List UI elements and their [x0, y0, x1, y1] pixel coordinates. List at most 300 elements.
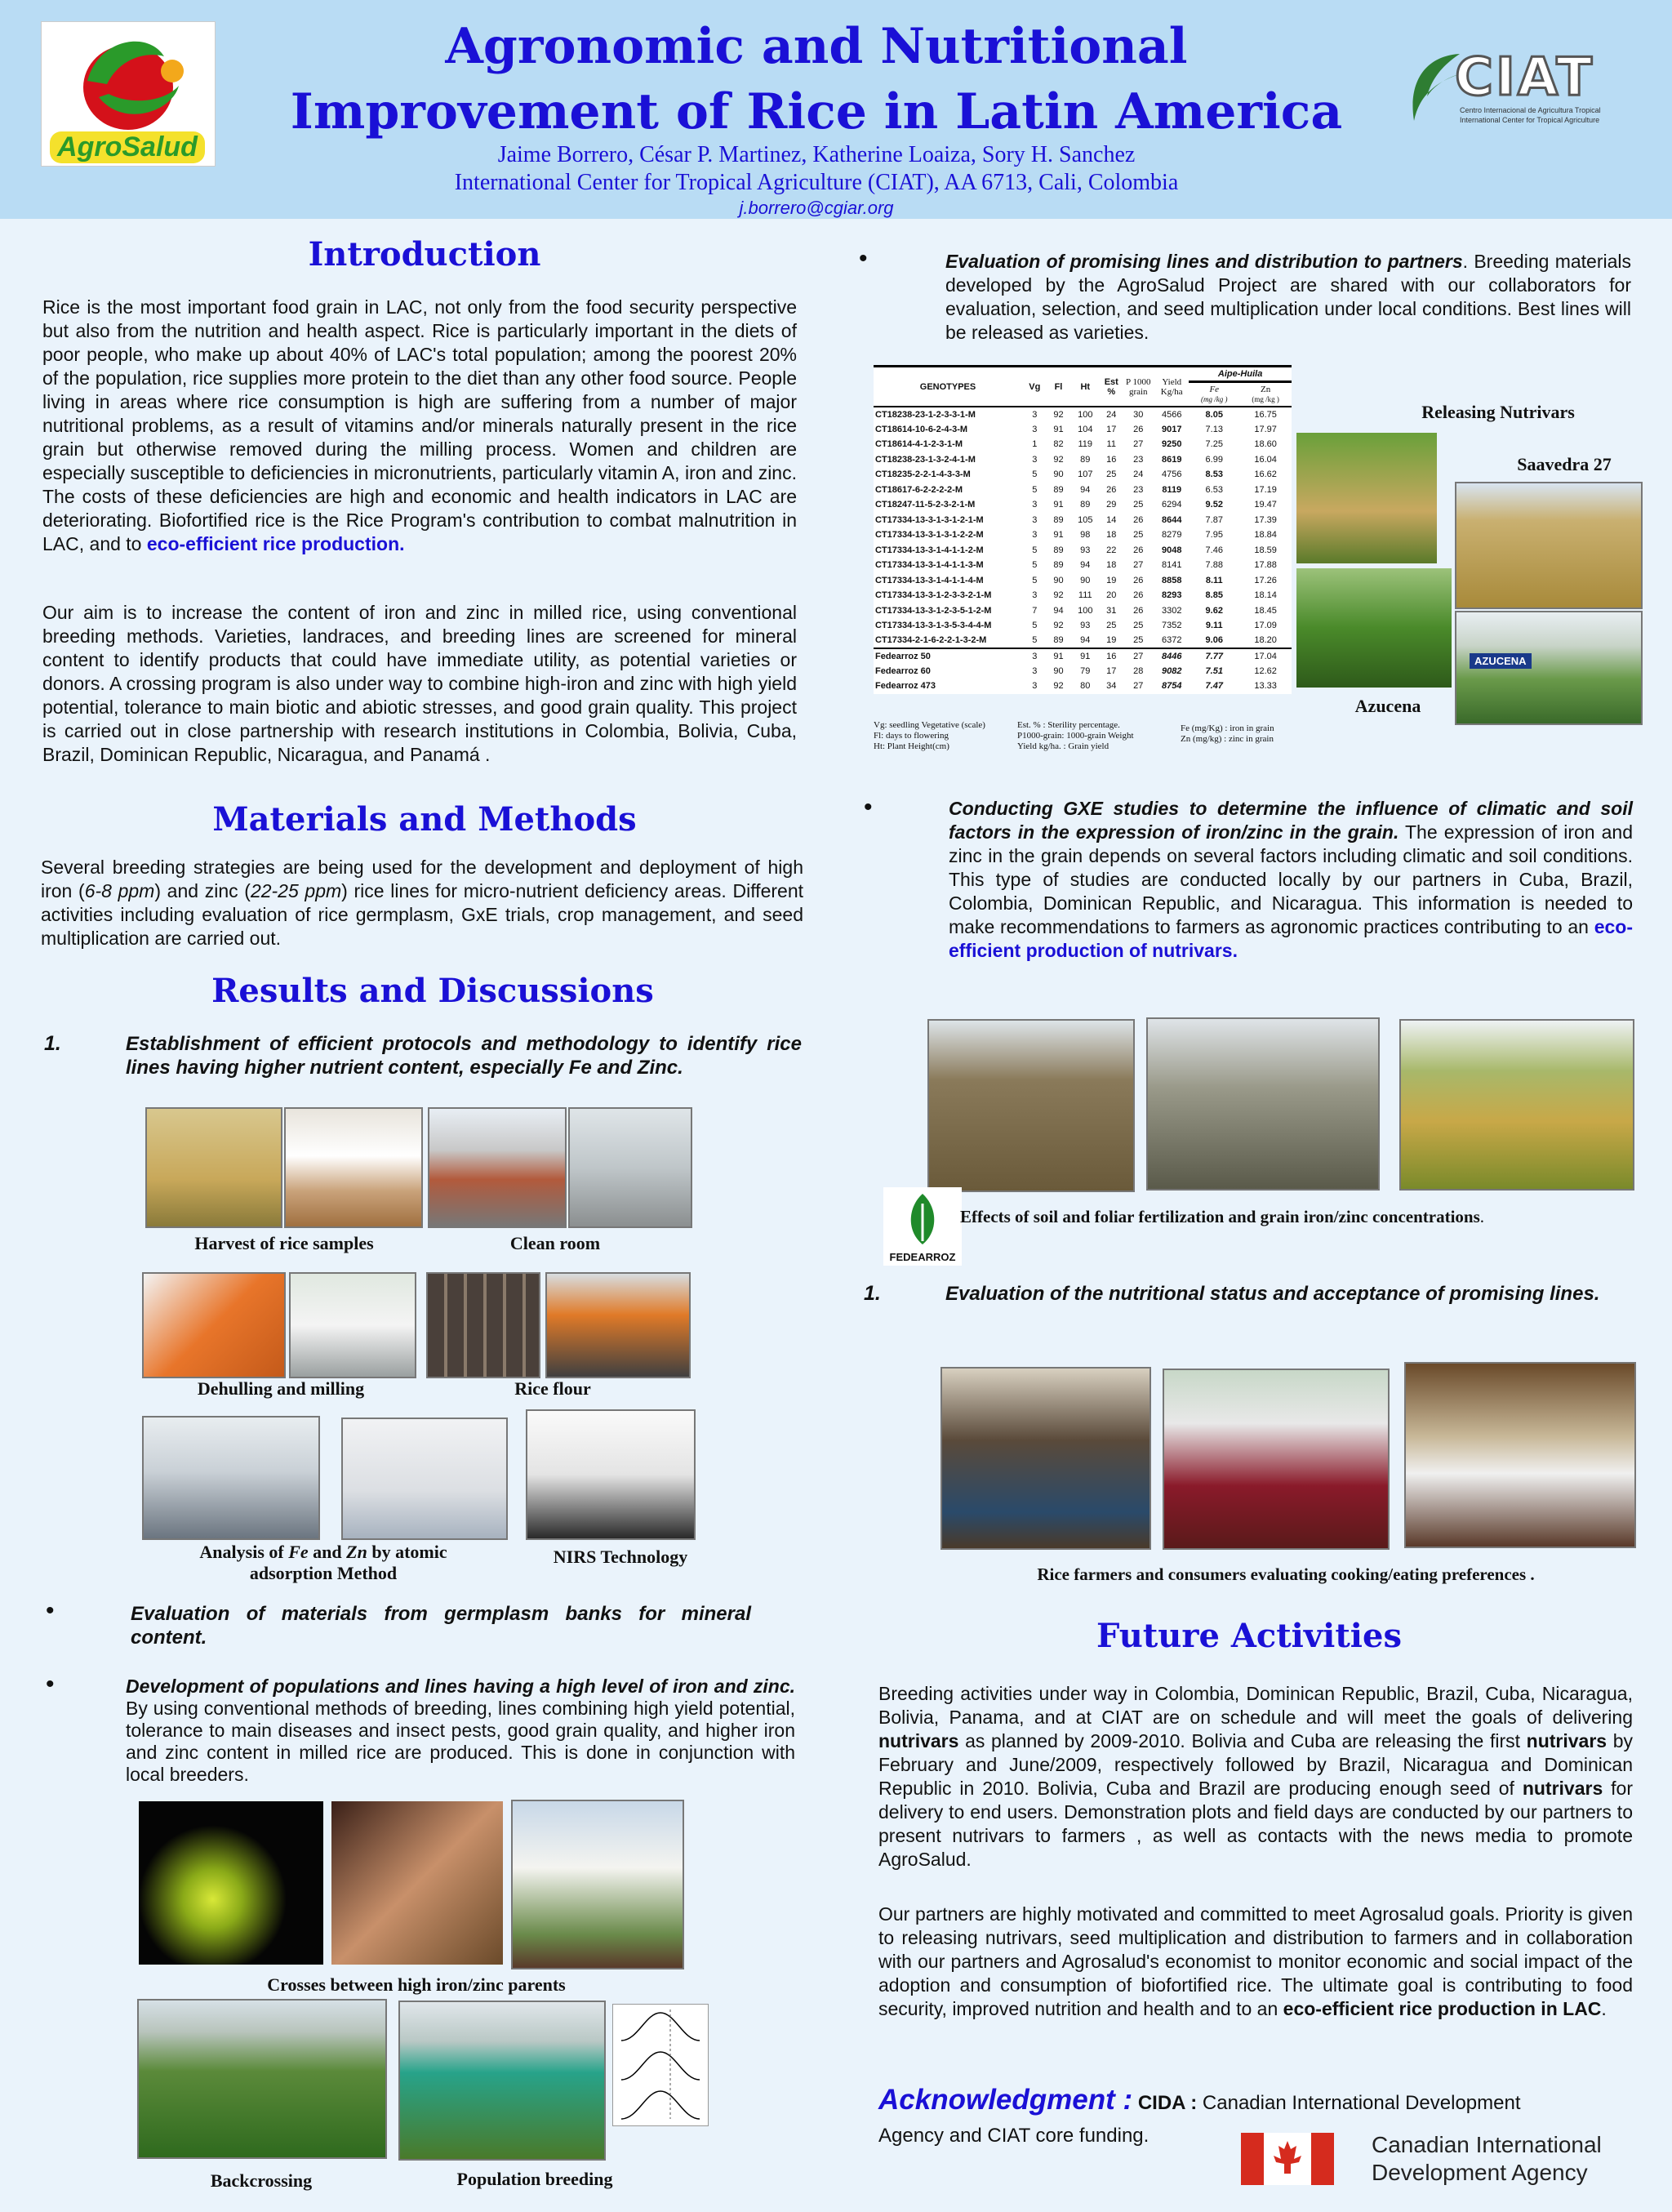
table-cell: 17 [1106, 424, 1117, 434]
table-cell: 3 [1032, 665, 1038, 676]
table-cell: 94 [1080, 484, 1091, 495]
table-cell: 17.97 [1254, 424, 1277, 434]
caption-fertilization-period: . [1479, 1207, 1485, 1226]
table-row [874, 527, 1292, 543]
future-nutrivars-1: nutrivars [878, 1730, 959, 1751]
caption-rice-flour: Rice flour [514, 1378, 591, 1399]
table-cell: 105 [1078, 514, 1093, 525]
future-nutrivars-3: nutrivars [1522, 1778, 1603, 1799]
evaluation-title: Evaluation of promising lines and distribution to partners [945, 251, 1463, 272]
table-cell: 26 [1133, 424, 1144, 434]
caption-fertilization-text: Effects of soil and foliar fertilization and grain iron/zinc concentrations [960, 1207, 1480, 1226]
table-cell: 22 [1106, 545, 1117, 555]
gxe-paragraph [949, 797, 1633, 963]
caption-dehulling: Dehulling and milling [197, 1378, 365, 1399]
table-cell: 18.84 [1254, 530, 1277, 541]
photo-population-breeding [398, 2001, 606, 2161]
table-cell: 26 [1106, 484, 1117, 495]
th-ht: Ht [1069, 367, 1101, 407]
caption-azucena: Azucena [1354, 696, 1421, 716]
methods-text-b: ) and zinc ( [154, 880, 251, 901]
acknowledgment-text-1: Canadian International Development [1197, 2092, 1521, 2114]
caption-analysis-and: and [313, 1542, 342, 1562]
table-row [874, 543, 1292, 559]
photo-saavedra-field [1455, 482, 1643, 609]
photo-fertilization-field-3 [1399, 1019, 1634, 1191]
cida-agency-name [1372, 2131, 1602, 2187]
caption-clean-room: Clean room [509, 1233, 601, 1253]
acknowledgment-cida: CIDA : [1137, 2092, 1198, 2114]
table-cell: 23 [1133, 484, 1144, 495]
th-zn [1239, 382, 1292, 407]
th-p1000: P 1000 grain [1122, 367, 1154, 407]
table-cell: 3 [1032, 514, 1038, 525]
table-cell: 25 [1133, 635, 1144, 646]
results-item1-text: Establishment of efficient protocols and methodology to identify rice lines having higher nutrient content, especially Fe and Zinc. [126, 1033, 802, 1079]
photo-rice-flour-device [545, 1272, 691, 1378]
nutritional-item-number: 1. [864, 1282, 881, 1305]
table-cell: 9048 [1162, 545, 1182, 555]
ciat-logo [1403, 47, 1621, 129]
table-cell: 26 [1133, 590, 1144, 601]
acknowledgment-text-2: Agency and CIAT core funding. [878, 2125, 1150, 2147]
caption-analysis-c: adsorption Method [249, 1563, 398, 1583]
genotype-cell: CT17334-13-3-1-2-3-3-2-1-M [875, 590, 992, 601]
table-cell: 100 [1078, 605, 1093, 616]
intro-p1-highlight: eco-efficient rice production. [146, 533, 405, 554]
nutritional-item-text: Evaluation of the nutritional status and acceptance of promising lines. [945, 1283, 1600, 1305]
cida-agency-line1: Canadian International [1372, 2132, 1602, 2157]
ciat-logo-sub1: Centro Internacional de Agricultura Tropical [1460, 106, 1601, 114]
table-row [874, 603, 1292, 619]
development-text: By using conventional methods of breeding, lines combining high yield potential, tolerance to main diseases and insect pests, good grain quality, and higher iron and zinc content in milled rice are produced. This is done in conjunction with local breeders. [126, 1698, 795, 1785]
table-cell: 8644 [1162, 514, 1182, 525]
ciat-logo-sub2: International Center for Tropical Agriculture [1460, 116, 1600, 124]
table-cell: 26 [1133, 514, 1144, 525]
methods-paragraph [41, 856, 803, 950]
table-cell: 5 [1032, 470, 1038, 480]
bullet-development: • [46, 1671, 55, 1698]
genotype-cell: CT17334-13-3-1-3-1-2-1-M [875, 514, 984, 525]
table-cell: 8858 [1162, 575, 1182, 585]
table-cell: 13.33 [1254, 681, 1277, 692]
table-row [874, 573, 1292, 589]
results-item1-number: 1. [44, 1032, 61, 1055]
table-cell: 92 [1053, 590, 1064, 601]
photo-backcrossing [137, 1999, 387, 2159]
table-legend-col1 [874, 720, 1004, 752]
table-cell: 6.53 [1205, 484, 1223, 495]
table-cell: 25 [1106, 621, 1117, 631]
table-cell: 18 [1106, 530, 1117, 541]
table-cell: 90 [1053, 575, 1064, 585]
table-cell: 27 [1133, 681, 1144, 692]
photo-fertilization-field-2 [1146, 1017, 1380, 1191]
table-cell: 107 [1078, 470, 1093, 480]
genotype-cell: CT18238-23-1-2-3-3-1-M [875, 409, 976, 420]
table-cell: 7.46 [1205, 545, 1223, 555]
table-cell: 7.88 [1205, 560, 1223, 571]
table-cell: 16 [1101, 648, 1122, 664]
contact-email[interactable]: j.borrero@cgiar.org [739, 198, 894, 218]
table-cell: 29 [1106, 500, 1117, 510]
gxe-highlight: eco-efficient production of nutrivars. [949, 916, 1633, 961]
table-cell: 18.45 [1254, 605, 1277, 616]
table-cell: 7.25 [1205, 439, 1223, 450]
future-heading: Future Activities [1096, 1617, 1402, 1655]
table-row [874, 467, 1292, 483]
methods-heading: Materials and Methods [212, 800, 637, 839]
genotype-cell: CT18617-6-2-2-2-2-M [875, 484, 963, 495]
table-row [874, 497, 1292, 513]
genotype-cell: CT18238-23-1-3-2-4-1-M [875, 454, 976, 465]
th-fe-label: Fe [1209, 385, 1220, 394]
introduction-paragraph-2: Our aim is to increase the content of iron and zinc in milled rice, using conventional breeding methods. Varieties, landraces, and breeding lines are screened for mineral content to identify products that could have immediate utility, as potential varieties or donors. A crossing program is also under way to combine high-iron and zinc with high yield potential, tolerance to main biotic and abiotic stresses, and good grain quality. This project is carried out in close partnership with research institutions in Colombia, Bolivia, Cuba, Brazil, Dominican Republic, Nicaragua, and Panamá . [42, 602, 797, 765]
table-cell: 92 [1053, 409, 1064, 420]
table-cell: 24 [1106, 409, 1117, 420]
table-cell: 1 [1032, 439, 1038, 450]
table-cell: 8119 [1162, 484, 1182, 495]
table-cell: 91 [1069, 648, 1101, 664]
table-cell: 91 [1047, 648, 1070, 664]
genotype-cell: CT17334-13-3-1-4-1-1-3-M [875, 560, 984, 571]
table-legend-col2 [1017, 720, 1172, 752]
legend-fe: Fe (mg/Kg) : iron in grain [1181, 723, 1274, 733]
table-row [874, 618, 1292, 634]
table-cell: 8446 [1154, 648, 1189, 664]
table-cell: 19 [1106, 575, 1117, 585]
table-cell: 18.59 [1254, 545, 1277, 555]
gxe-text: The expression of iron and zinc in the grain depends on several factors including climatic and soil conditions. This type of studies are conducted locally by our partners in Cuba, Brazil, Colombia, Dominican Republic, and Nicaragua. This information is needed to make recommendations to farmers as agronomic practices contributing to an [949, 821, 1633, 937]
table-cell: 6294 [1162, 500, 1182, 510]
caption-crosses: Crosses between high iron/zinc parents [267, 1974, 566, 1995]
legend-zn: Zn (mg/kg) : zinc in grain [1181, 734, 1274, 744]
table-row [874, 437, 1292, 452]
table-cell: 94 [1053, 605, 1064, 616]
table-cell: 3 [1022, 648, 1047, 664]
table-cell: 8141 [1162, 560, 1182, 571]
table-cell: 18 [1106, 560, 1117, 571]
future-p1-b: as planned by 2009-2010. Bolivia and Cuba are releasing the first [958, 1730, 1527, 1751]
table-cell: 93 [1080, 621, 1091, 631]
table-cell: 5 [1032, 621, 1038, 631]
photo-cross-hand [331, 1801, 503, 1965]
photo-nutrivar-panicles [1296, 433, 1437, 563]
genotype-cell: CT18247-11-5-2-3-2-1-M [875, 500, 976, 510]
evaluation-text: . Breeding materials developed by the AgroSalud Project are shared with our collaborators for evaluation, selection, and seed multiplication under local conditions. Best lines will be released as varieties. [945, 251, 1631, 343]
table-cell: 8754 [1162, 681, 1182, 692]
table-cell: 89 [1080, 454, 1091, 465]
table-cell: 14 [1106, 514, 1117, 525]
table-cell: 31 [1106, 605, 1117, 616]
table-row [874, 513, 1292, 528]
development-paragraph [126, 1676, 795, 1786]
table-cell: 8293 [1162, 590, 1182, 601]
table-cell: 8.05 [1205, 409, 1223, 420]
methods-text-c: ) rice lines for micro-nutrient deficiency areas. Different activities including evaluation of rice germplasm, GxE trials, crop management, and seed multiplication are carried out. [41, 880, 803, 949]
results-heading: Results and Discussions [211, 972, 654, 1010]
genotype-cell: CT17334-2-1-6-2-2-1-3-2-M [875, 635, 987, 646]
photo-harvest-field [145, 1107, 282, 1228]
photo-farmers-table-2 [1163, 1369, 1390, 1550]
agrosalud-logo [41, 21, 216, 167]
genotype-cell: CT17334-13-3-1-4-1-1-4-M [875, 575, 984, 585]
future-paragraph-2 [878, 1903, 1633, 2021]
table-cell: 26 [1133, 575, 1144, 585]
table-cell: 5 [1032, 484, 1038, 495]
table-cell: 19.47 [1254, 500, 1277, 510]
table-cell: 7.51 [1205, 665, 1223, 676]
photo-milling [289, 1272, 416, 1378]
table-cell: 9250 [1162, 439, 1182, 450]
table-cell: 25 [1133, 500, 1144, 510]
evaluation-paragraph [945, 250, 1631, 345]
table-cell: 23 [1133, 454, 1144, 465]
photo-cross-bag [511, 1800, 684, 1969]
authors: Jaime Borrero, César P. Martinez, Katherine Loaiza, Sory H. Sanchez [497, 142, 1136, 167]
table-cell: 27 [1133, 560, 1144, 571]
table-cell: 92 [1053, 681, 1064, 692]
table-row [874, 483, 1292, 498]
table-cell: 8.53 [1205, 470, 1223, 480]
table-cell: 89 [1053, 514, 1064, 525]
ciat-logo-text: CIAT [1455, 47, 1594, 108]
table-cell: 4566 [1162, 409, 1182, 420]
table-cell: 17.09 [1254, 621, 1277, 631]
table-row [874, 558, 1292, 573]
th-zn-label: Zn [1261, 385, 1271, 394]
table-cell: 9.52 [1205, 500, 1223, 510]
table-cell: 16 [1106, 454, 1117, 465]
table-cell: 4756 [1162, 470, 1182, 480]
table-cell: 91 [1053, 530, 1064, 541]
genotype-cell: CT18235-2-2-1-4-3-3-M [875, 470, 971, 480]
bullet-gxe: • [864, 794, 873, 821]
table-cell: 5 [1032, 575, 1038, 585]
table-cell: 98 [1080, 530, 1091, 541]
table-cell: 7.13 [1205, 424, 1223, 434]
th-vg: Vg [1022, 367, 1047, 407]
table-cell: 92 [1053, 454, 1064, 465]
table-cell: 93 [1080, 545, 1091, 555]
table-cell: 5 [1032, 635, 1038, 646]
table-cell: 9.11 [1205, 621, 1223, 631]
table-cell: 11 [1106, 439, 1116, 450]
canada-flag-icon [1241, 2133, 1334, 2185]
table-cell: 17.04 [1239, 648, 1292, 664]
genotypes-table [874, 365, 1292, 694]
table-cell: 3 [1032, 530, 1038, 541]
table-cell: 8279 [1162, 530, 1182, 541]
future-nutrivars-2: nutrivars [1526, 1730, 1608, 1751]
photo-dehulling [142, 1272, 286, 1378]
caption-harvest: Harvest of rice samples [194, 1233, 374, 1253]
table-cell: 89 [1053, 484, 1064, 495]
methods-text-a: Several breeding strategies are being used for the development and deployment of high iron ( [41, 857, 803, 901]
table-cell: 9.06 [1205, 635, 1223, 646]
table-cell: 111 [1078, 590, 1092, 601]
table-cell: 90 [1053, 665, 1064, 676]
table-cell: 89 [1053, 545, 1064, 555]
table-cell: 7352 [1162, 621, 1182, 631]
th-fe [1189, 382, 1239, 407]
future-p1-c: by February and June/2009, respectively followed by Brazil, Nicaragua and Dominican Republic in 2010. Bolivia, Cuba and Brazil are producing enough seed of [878, 1730, 1634, 1799]
cida-agency-line2: Development Agency [1372, 2160, 1588, 2185]
fedearroz-logo-text: FEDEARROZ [889, 1251, 956, 1263]
table-row [874, 422, 1292, 438]
table-cell: 17.39 [1254, 514, 1277, 525]
caption-analysis-zn: Zn [346, 1542, 367, 1562]
table-cell: 3 [1032, 590, 1038, 601]
table-cell: 91 [1053, 424, 1064, 434]
table-cell: 17.26 [1254, 575, 1277, 585]
photo-clean-room-exterior [428, 1107, 567, 1228]
table-cell: 92 [1053, 621, 1064, 631]
th-group: Aipe-Huila [1189, 367, 1292, 382]
table-cell: 27 [1133, 439, 1144, 450]
caption-analysis-b: by atomic [371, 1542, 447, 1562]
future-p2-highlight: eco-efficient rice production in LAC [1283, 1998, 1602, 2019]
table-cell: 100 [1078, 409, 1093, 420]
table-cell: 26 [1133, 605, 1144, 616]
table-cell: 7.47 [1205, 681, 1223, 692]
photo-rice-flour-tray [426, 1272, 540, 1378]
table-cell: 7.77 [1189, 648, 1239, 664]
check-row [874, 664, 1292, 679]
selection-diagram [612, 2004, 709, 2126]
table-cell: 3 [1032, 409, 1038, 420]
genotype-cell: CT18614-4-1-2-3-1-M [875, 439, 963, 450]
table-cell: 82 [1053, 439, 1064, 450]
development-title: Development of populations and lines having a high level of iron and zinc. [126, 1676, 795, 1697]
methods-iron-value: 6-8 ppm [84, 880, 155, 901]
th-zn-unit: (mg /kg ) [1252, 395, 1279, 403]
table-cell: 28 [1133, 665, 1144, 676]
th-est: Est % [1101, 367, 1122, 407]
photo-atomic-absorption-device [341, 1418, 508, 1540]
table-cell: 7.87 [1205, 514, 1223, 525]
table-cell: 20 [1106, 590, 1117, 601]
table-row [874, 588, 1292, 603]
introduction-paragraph-1 [42, 296, 797, 556]
table-row [874, 634, 1292, 649]
photo-cross-pollen [139, 1801, 323, 1965]
table-cell: 27 [1122, 648, 1154, 664]
table-cell: 7 [1032, 605, 1038, 616]
table-legend-col3 [1181, 723, 1296, 745]
legend-yield: Yield kg/ha. : Grain yield [1017, 741, 1109, 751]
future-p1-a: Breeding activities under way in Colombia, Dominican Republic, Brazil, Cuba, Nicaragua, Bolivia, Panama, and at CIAT are on schedule and will meet the goals of delivering [878, 1683, 1633, 1728]
table-cell: 89 [1053, 560, 1064, 571]
caption-saavedra: Saavedra 27 [1517, 454, 1612, 474]
table-cell: 18.14 [1254, 590, 1277, 601]
table-cell: 89 [1080, 500, 1091, 510]
table-cell: 104 [1078, 424, 1093, 434]
table-cell: 8.11 [1205, 575, 1223, 585]
table-cell: 3 [1032, 681, 1038, 692]
genotypes-table-body [874, 407, 1292, 694]
genotype-cell: CT17334-13-3-1-4-1-1-2-M [875, 545, 984, 555]
photo-farmers-table-3 [1404, 1362, 1636, 1548]
table-cell: 16.04 [1254, 454, 1277, 465]
caption-backcrossing: Backcrossing [210, 2170, 313, 2191]
table-cell: 12.62 [1254, 665, 1277, 676]
table-cell: 9082 [1162, 665, 1182, 676]
table-cell: 3 [1032, 500, 1038, 510]
caption-farmers: Rice farmers and consumers evaluating cooking/eating preferences . [1037, 1564, 1535, 1584]
table-cell: 30 [1133, 409, 1144, 420]
photo-clean-room-interior [568, 1107, 692, 1228]
table-cell: 19 [1106, 635, 1117, 646]
table-cell: 89 [1053, 635, 1064, 646]
legend-p1000: P1000-grain: 1000-grain Weight [1017, 731, 1134, 741]
legend-est: Est. % : Sterility percentage. [1017, 720, 1120, 730]
caption-analysis [142, 1542, 505, 1584]
table-cell: 7.95 [1205, 530, 1223, 541]
genotype-cell: CT17334-13-3-1-3-5-3-4-4-M [875, 621, 992, 631]
table-cell: 34 [1106, 681, 1117, 692]
table-cell: 3 [1032, 424, 1038, 434]
check-row [874, 679, 1292, 694]
th-yield: Yield Kg/ha [1154, 367, 1189, 407]
fedearroz-logo [883, 1187, 962, 1266]
table-cell: 24 [1133, 470, 1144, 480]
table-cell: 17 [1106, 665, 1117, 676]
table-row [874, 452, 1292, 468]
photo-azucena-farmer [1296, 568, 1452, 688]
azucena-sign: AZUCENA [1470, 653, 1532, 669]
caption-releasing-nutrivars: Releasing Nutrivars [1421, 402, 1575, 422]
fedearroz-leaf-icon [883, 1187, 962, 1251]
poster-title-line1: Agronomic and Nutritional [445, 18, 1188, 75]
table-cell: 3302 [1162, 605, 1182, 616]
table-cell: 6.99 [1205, 454, 1223, 465]
legend-ht: Ht: Plant Height(cm) [874, 741, 949, 751]
table-cell: 119 [1078, 439, 1093, 450]
check-row [874, 648, 1292, 664]
table-cell: 90 [1080, 575, 1091, 585]
table-cell: 94 [1080, 560, 1091, 571]
table-cell: 17.88 [1254, 560, 1277, 571]
future-p2-a: Our partners are highly motivated and committed to meet Agrosalud goals. Priority is given to releasing nutrivars, seed multiplication and distribution to farmers and in collaboration with our partners and Agrosalud's economist to monitor economic and social impact of the adoption and consumption of biofortified rice. The ultimate goal is contributing to food security, improved nutrition and health and to an [878, 1903, 1633, 2019]
th-genotypes: GENOTYPES [874, 367, 1022, 407]
table-cell: 5 [1032, 560, 1038, 571]
intro-p1-text: Rice is the most important food grain in LAC, not only from the food security perspective but also from the nutrition and health aspect. Rice is particularly important in the diets of poor people, who make up about 40% of LAC's total population; among the poorest 20% of the population, rice supplies more protein to the diet than any other food source. People living in areas where rice consumption is high are suffering from a number of major nutritional problems, as a result of vitamins and/or minerals naturally present in the rice grain but otherwise removed during the milling process. Women and children are especially susceptible to deficiencies in micronutrients, particularly vitamin A, iron and zinc. The costs of these deficiencies are high and economic and health indicators in LAC are deteriorating. Biofortified rice is the Rice Program's contribution to combat malnutrition in LAC, and to [42, 296, 797, 554]
table-cell: 90 [1053, 470, 1064, 480]
table-cell: 18.20 [1254, 635, 1277, 646]
caption-analysis-fe: Fe [288, 1542, 309, 1562]
caption-nirs: NIRS Technology [553, 1547, 688, 1567]
table-cell: 25 [1133, 530, 1144, 541]
methods-zinc-value: 22-25 ppm [250, 880, 342, 901]
legend-vg: Vg: seedling Vegetative (scale) [874, 720, 985, 730]
table-cell: 16.75 [1254, 409, 1277, 420]
table-cell: 26 [1133, 545, 1144, 555]
photo-nirs-instrument [526, 1409, 696, 1540]
table-cell: 25 [1106, 470, 1117, 480]
legend-fl: Fl: days to flowering [874, 731, 949, 741]
th-fl: Fl [1047, 367, 1070, 407]
caption-population-breeding: Population breeding [456, 2169, 613, 2189]
genotype-cell: CT17334-13-3-1-3-1-2-2-M [875, 530, 984, 541]
table-cell: 91 [1053, 500, 1064, 510]
future-p2-c: . [1601, 1998, 1607, 2019]
table-cell: 8619 [1162, 454, 1182, 465]
table-cell: 18.60 [1254, 439, 1277, 450]
introduction-heading: Introduction [308, 235, 541, 274]
agrosalud-logo-text: AgroSalud [50, 131, 205, 163]
table-cell: 94 [1080, 635, 1091, 646]
